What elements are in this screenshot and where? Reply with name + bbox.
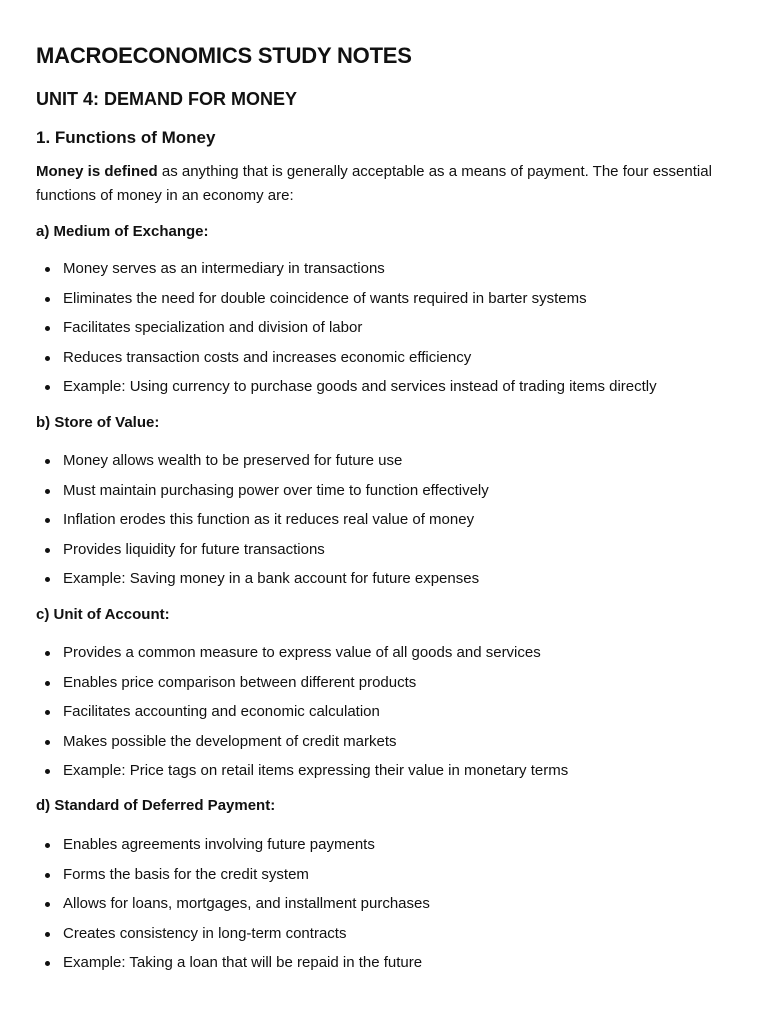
list-item: Provides a common measure to express value of all goods and services xyxy=(36,643,568,673)
section-heading: 1. Functions of Money xyxy=(36,128,216,147)
list-item: Eliminates the need for double coincidence of wants required in barter systems xyxy=(36,289,657,319)
list-item: Creates consistency in long-term contracts xyxy=(36,924,430,954)
function-list-unit-of-account xyxy=(36,643,568,791)
intro-text: as anything that is generally acceptable as a means of payment. The four essential functions of money in an economy are: xyxy=(36,163,712,204)
list-item: Allows for loans, mortgages, and installment purchases xyxy=(36,894,430,924)
function-heading-unit-of-account: c) Unit of Account: xyxy=(36,606,170,623)
function-heading-medium-of-exchange: a) Medium of Exchange: xyxy=(36,223,209,240)
list-item: Forms the basis for the credit system xyxy=(36,865,430,895)
intro-paragraph xyxy=(36,160,736,208)
function-heading-deferred-payment: d) Standard of Deferred Payment: xyxy=(36,797,276,814)
list-item: Example: Saving money in a bank account for future expenses xyxy=(36,569,489,599)
list-item: Example: Using currency to purchase goods and services instead of trading items directly xyxy=(36,377,657,407)
intro-bold-term: Money is defined xyxy=(36,163,158,180)
list-item: Example: Price tags on retail items expressing their value in monetary terms xyxy=(36,761,568,791)
list-item: Facilitates accounting and economic calculation xyxy=(36,702,568,732)
unit-heading: UNIT 4: DEMAND FOR MONEY xyxy=(36,89,297,109)
list-item: Money serves as an intermediary in transactions xyxy=(36,259,657,289)
function-heading-store-of-value: b) Store of Value: xyxy=(36,414,160,431)
list-item: Enables agreements involving future payments xyxy=(36,835,430,865)
list-item: Reduces transaction costs and increases economic efficiency xyxy=(36,348,657,378)
function-list-store-of-value xyxy=(36,451,489,599)
list-item: Example: Taking a loan that will be repaid in the future xyxy=(36,953,430,983)
list-item: Provides liquidity for future transactions xyxy=(36,540,489,570)
list-item: Makes possible the development of credit markets xyxy=(36,732,568,762)
list-item: Enables price comparison between different products xyxy=(36,673,568,703)
document-title: MACROECONOMICS STUDY NOTES xyxy=(36,43,412,68)
list-item: Inflation erodes this function as it reduces real value of money xyxy=(36,510,489,540)
list-item: Money allows wealth to be preserved for future use xyxy=(36,451,489,481)
list-item: Must maintain purchasing power over time to function effectively xyxy=(36,481,489,511)
function-list-medium-of-exchange xyxy=(36,259,657,407)
list-item: Facilitates specialization and division of labor xyxy=(36,318,657,348)
function-list-deferred-payment xyxy=(36,835,430,983)
